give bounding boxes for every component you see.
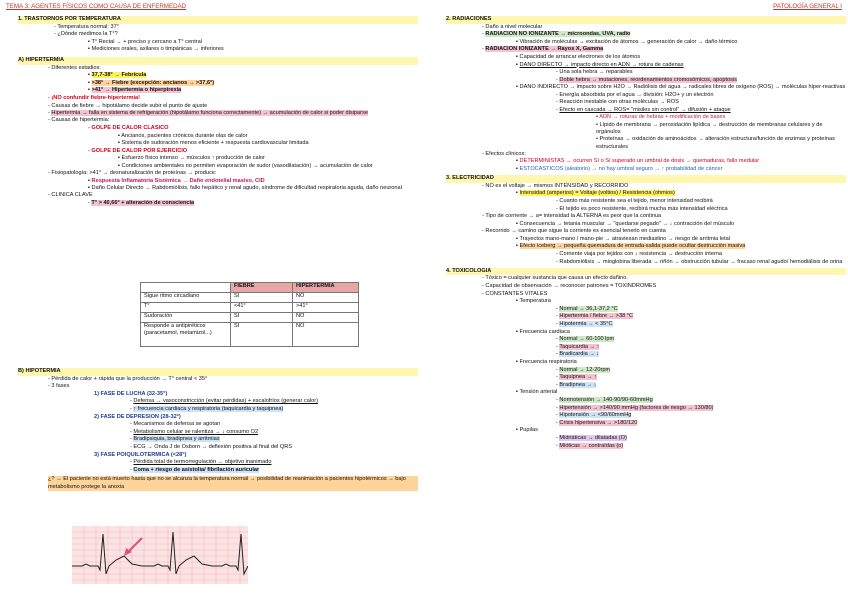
bullet: - Normal → 12-20rpm	[556, 366, 611, 373]
table-row	[141, 293, 359, 303]
bullet: - Efectos clínicos:	[482, 150, 526, 157]
bullet: ▪ Vibración de moléculas → excitación de átomos → generación de calor → daño térmico	[516, 38, 738, 45]
bullet: • Proteínas → oxidación de aminoácidos → alteración estructura/función de enzimas y proteínas estructurales	[596, 136, 835, 150]
table-cell: NO	[293, 323, 359, 347]
bullet: - GOLPE DE CALOR POR EJERCICIO	[88, 147, 188, 154]
bullet: - Crisis hipertensiva → >180/120	[556, 419, 638, 426]
section-title: 2. RADIACIONES	[446, 16, 846, 24]
bullet: - Recorrido → camino que sigue la corriente es esencial tenerlo en cuenta	[482, 228, 666, 235]
subsection-title: A) HIPERTERMIA	[18, 57, 418, 65]
bullet: - Taquicardia → ↑	[556, 343, 600, 350]
bullet: - NO es el voltaje → mismos INTENSIDAD y RECORRIDO	[482, 182, 629, 189]
bullet: - Normotensión → 140-90/90-60mmHg	[556, 396, 653, 403]
table-corner	[141, 283, 231, 293]
bullet: - Rabdomiólisis → mioglobina liberada → riñón → obstrucción tubular → fracaso renal agudo/ hemodiálisis de orina	[556, 258, 843, 265]
section-title: 3. ELECTRICIDAD	[446, 175, 846, 183]
table-cell: Responde a antipiréticos (paracetamol, metamizol...)	[141, 323, 231, 347]
bullet: - Temperatura normal: 37°	[54, 23, 119, 30]
bullet: - Coma + riesgo de asistolia/ fibrilación auricular	[130, 466, 260, 473]
bullet: - CONSTANTES VITALES	[482, 290, 548, 297]
bullet: ▪ ESTOCÁSTICOS (aleatorio) → no hay umbral seguro → ↑ probabilidad de cáncer	[516, 165, 723, 172]
section-title: 4. TOXICOLOGÍA	[446, 268, 846, 276]
bullet: - Normal → 60-100 lpm	[556, 336, 615, 343]
bullet: - Diferentes estadios:	[48, 64, 101, 71]
phase-title: 1) FASE DE LUCHA (32-35°)	[94, 390, 168, 397]
bullet: ▪ Consecuencia → tetania muscular → "quedarse pegado" → ↓ contracción del músculo	[516, 220, 735, 227]
note: ¿? → El paciente no está muerto hasta que no se alcanza la temperatura normal → posibilidad de reanimación a pacientes hipotérmicos → bajo metabolismo protege la anoxia	[48, 476, 418, 490]
bullet: ▪ >38° → Fiebre (excepción: ancianos → >37,6°)	[88, 79, 215, 86]
section-title: 1. TRASTORNOS POR TEMPERATURA	[18, 16, 418, 24]
bullet: - Tipo de corriente → a= intensidad la ALTERNA es peor que la continua	[482, 213, 662, 220]
bullet: ▪ Frecuencia respiratoria	[516, 358, 577, 365]
bullet: ▪ Respuesta Inflamatoria Sistémica → Daño endotelial masivo, CID	[88, 177, 265, 184]
bullet: - Una sola hebra → reparables	[556, 69, 633, 76]
bullet: ▪ 37,7-38° → Febrícula	[88, 72, 147, 79]
bullet: ▪ T° Rectal → + preciso y cercano a T° central	[88, 38, 202, 45]
bullet: ▪ Efecto iceberg → pequeña quemadura de entrada-salida puede ocultar destrucción masiva	[516, 243, 746, 250]
ecg-strip-image	[72, 526, 248, 584]
bullet: ▪ DAÑO INDIRECTO → impacto sobre H2O → Radiólisis del agua → radicales libres de oxígeno (ROS) → moléculas hiper-reactivas	[516, 84, 846, 91]
phase-title: 2) FASE DE DEPRESIÓN (28-32°)	[94, 413, 181, 420]
bullet: - Pérdida total de termorregulación → objetivo inanimado	[130, 459, 272, 466]
bullet: - Normal → 36,1-37,2 °C	[556, 305, 618, 312]
bullet: • ADN → roturas de hebras + modificación de bases	[596, 114, 726, 121]
bullet: ▪ Trayectos mano-mano / mano-pie → atraviesan mediastino → riesgo de arritmia letal	[516, 235, 731, 242]
bullet: - ECG → Onda J de Osborn → deflexión positiva al final del QRS	[130, 443, 292, 450]
bullet: - ¿Dónde medimos la T°?	[54, 31, 118, 38]
bullet: ▪ Ancianos, pacientes crónicos durante olas de calor	[118, 132, 248, 139]
bullet: - ↑ frecuencia cardiaca y respiratoria (taquicardia y taquipnea)	[130, 405, 284, 412]
bullet: - Fisiopatología: >41° → desnaturalización de proteínas → produce:	[48, 170, 217, 177]
bullet: ▪ Temperatura	[516, 298, 551, 305]
table-cell: >41°	[293, 303, 359, 313]
phase-title: 3) FASE POIQUILOTÉRMICA (<28°)	[94, 451, 187, 458]
bullet: - Mecanismos de defensa se agotan	[130, 421, 221, 428]
table-cell: SI	[231, 313, 293, 323]
bullet: ▪ Daño Celular Directo → Rabdomiólisis, fallo hepático y renal agudo, síndrome de dificultad respiratoria aguda, daño neuronal	[88, 185, 402, 192]
bullet: - Bradicardia → ↓	[556, 351, 600, 358]
right-column	[446, 14, 846, 450]
bullet: • Lípido de membrana → peroxidación lipídica → destrucción de membranas celulares y de orgánulos	[596, 121, 823, 136]
table-cell: NO	[293, 293, 359, 303]
bullet: ▪ Mediciones orales, axilares o timpánicas → inferiores	[88, 46, 224, 53]
bullet: - El tejido es poco resistente, recibirá mucha más intensidad eléctrica	[556, 205, 728, 212]
left-column	[18, 14, 418, 208]
subsection-title: B) HIPOTERMIA	[18, 368, 418, 376]
bullet: - Causas de fiebre → hipotálamo decide subir el punto de ajuste	[48, 102, 208, 109]
fever-vs-hyperthermia-table	[140, 282, 359, 347]
bullet: - Causas de hipertermia:	[48, 117, 110, 124]
bullet: - Cuanto más resistente sea el tejido, menor intensidad recibirá	[556, 197, 713, 204]
bullet: - Pérdida de calor + rápida que la producción → T° central < 35°	[48, 375, 208, 382]
bullet: - Doble hebra → mutaciones, reordenamientos cromosómicos, apoptosis	[556, 76, 737, 83]
bullet: ▪ Intensidad (amperios) = Voltaje (voltios) / Resistencia (ohmios)	[516, 190, 675, 197]
bullet: - Hipertermia / fiebre → >38 °C	[556, 313, 634, 320]
bullet: - Hipotensión → <90/60mmHg	[556, 412, 632, 419]
table-cell: Sudoración	[141, 313, 231, 323]
bullet: - Reacción inestable con otras moléculas → ROS	[556, 99, 679, 106]
table-cell: <41°	[231, 303, 293, 313]
table-cell: Sigue ritmo circadiano	[141, 293, 231, 303]
bullet: - Taquipnea → ↑	[556, 374, 597, 381]
bullet: - GOLPE DE CALOR CLÁSICO	[88, 124, 169, 131]
bullet: - Daño a nivel molecular	[482, 23, 543, 30]
table-header: FIEBRE	[231, 283, 293, 293]
table-cell: SI	[231, 323, 293, 347]
bullet: - Capacidad de observación → reconocer patrones = TOXÍNDROMES	[482, 283, 657, 290]
table-row	[141, 323, 359, 347]
table-cell: T°	[141, 303, 231, 313]
bullet: - RADIACIÓN NO IONIZANTE → microondas, UVA, radio	[482, 31, 631, 38]
warning: - ¡NO confundir fiebre-hipertermia!	[48, 94, 140, 101]
bullet: - Corriente viaja por tejidos con ↓ resistencia → destrucción interna	[556, 251, 723, 258]
bullet: - Mióticas → contraídas (o)	[556, 442, 624, 449]
table-row	[141, 313, 359, 323]
bullet: - Hipertensión → >140/90 mmHg (factores de riesgo → 130/80)	[556, 404, 714, 411]
bullet: ▪ Frecuencia cardiaca	[516, 328, 570, 335]
bullet: ▪ DETERMINISTAS → ocurren Sí o Sí superado un umbral de dosis → quemaduras, fallo medular	[516, 158, 760, 165]
course-title: PATOLOGÍA GENERAL I	[773, 3, 842, 10]
bullet: ▪ Condiciones ambientales no permiten evaporación de sudor (vasodilatación) → acumulación de calor	[118, 162, 373, 169]
bullet: - Bradipsiquia, bradipnea y arritmias	[130, 436, 220, 443]
table-header: HIPERTERMIA	[293, 283, 359, 293]
bullet: ▪ Tensión arterial	[516, 389, 558, 396]
bullet: - RADIACIÓN IONIZANTE → Rayos X, Gamma	[482, 46, 604, 53]
bullet: - Midriáticas → dilatadas (O)	[556, 434, 627, 441]
bullet: ▪ Capacidad de arrancar electrones de los átomos	[516, 53, 641, 60]
table-cell: SI	[231, 293, 293, 303]
bullet: ▪ Pupilas	[516, 427, 538, 434]
bullet: - CLÍNICA CLAVE	[48, 192, 93, 199]
bullet: - Metabolismo celular se ralentiza → ↓ consumo O2	[130, 428, 259, 435]
hypothermia-block	[18, 366, 418, 491]
bullet: ▪ >41° → Hipertermia o hiperpirexia	[88, 87, 182, 94]
bullet: ▪ Sistema de sudoración menos eficiente + respuesta cardiovascular limitada	[118, 140, 309, 147]
bullet: - Tóxico = cualquier sustancia que causa un efecto dañino.	[482, 275, 628, 282]
bullet: - Hipotermia → < 35°C	[556, 321, 613, 328]
bullet: - Efecto en cascada → ROS= "misiles sin control" → difusión + ataque	[556, 106, 731, 113]
bullet: - Defensa → vasoconstricción (evitar pérdidas) + escalofríos (generar calor)	[130, 398, 318, 405]
bullet: - T° > 40,66° + alteración de consciencia	[88, 200, 195, 207]
bullet: - Hipertermia → falla en sistema de refrigeración (hipotálamo funciona correctamente) → acumulación de calor si poder disiparse	[48, 110, 368, 117]
document-title: TEMA 3: AGENTES FÍSICOS COMO CAUSA DE ENFERMEDAD	[6, 3, 187, 10]
bullet: - Energía absorbida por el agua → división: H2O+ y un electrón	[556, 91, 714, 98]
bullet: ▪ DAÑO DIRECTO → impacto directo en ADN → rotura de cadenas	[516, 61, 684, 68]
table-row	[141, 303, 359, 313]
bullet: - 3 fases	[48, 383, 70, 390]
bullet: ▪ Esfuerzo físico intenso → músculos ↑ producción de calor	[118, 155, 265, 162]
table-cell: NO	[293, 313, 359, 323]
bullet: - Bradipnea → ↓	[556, 381, 597, 388]
